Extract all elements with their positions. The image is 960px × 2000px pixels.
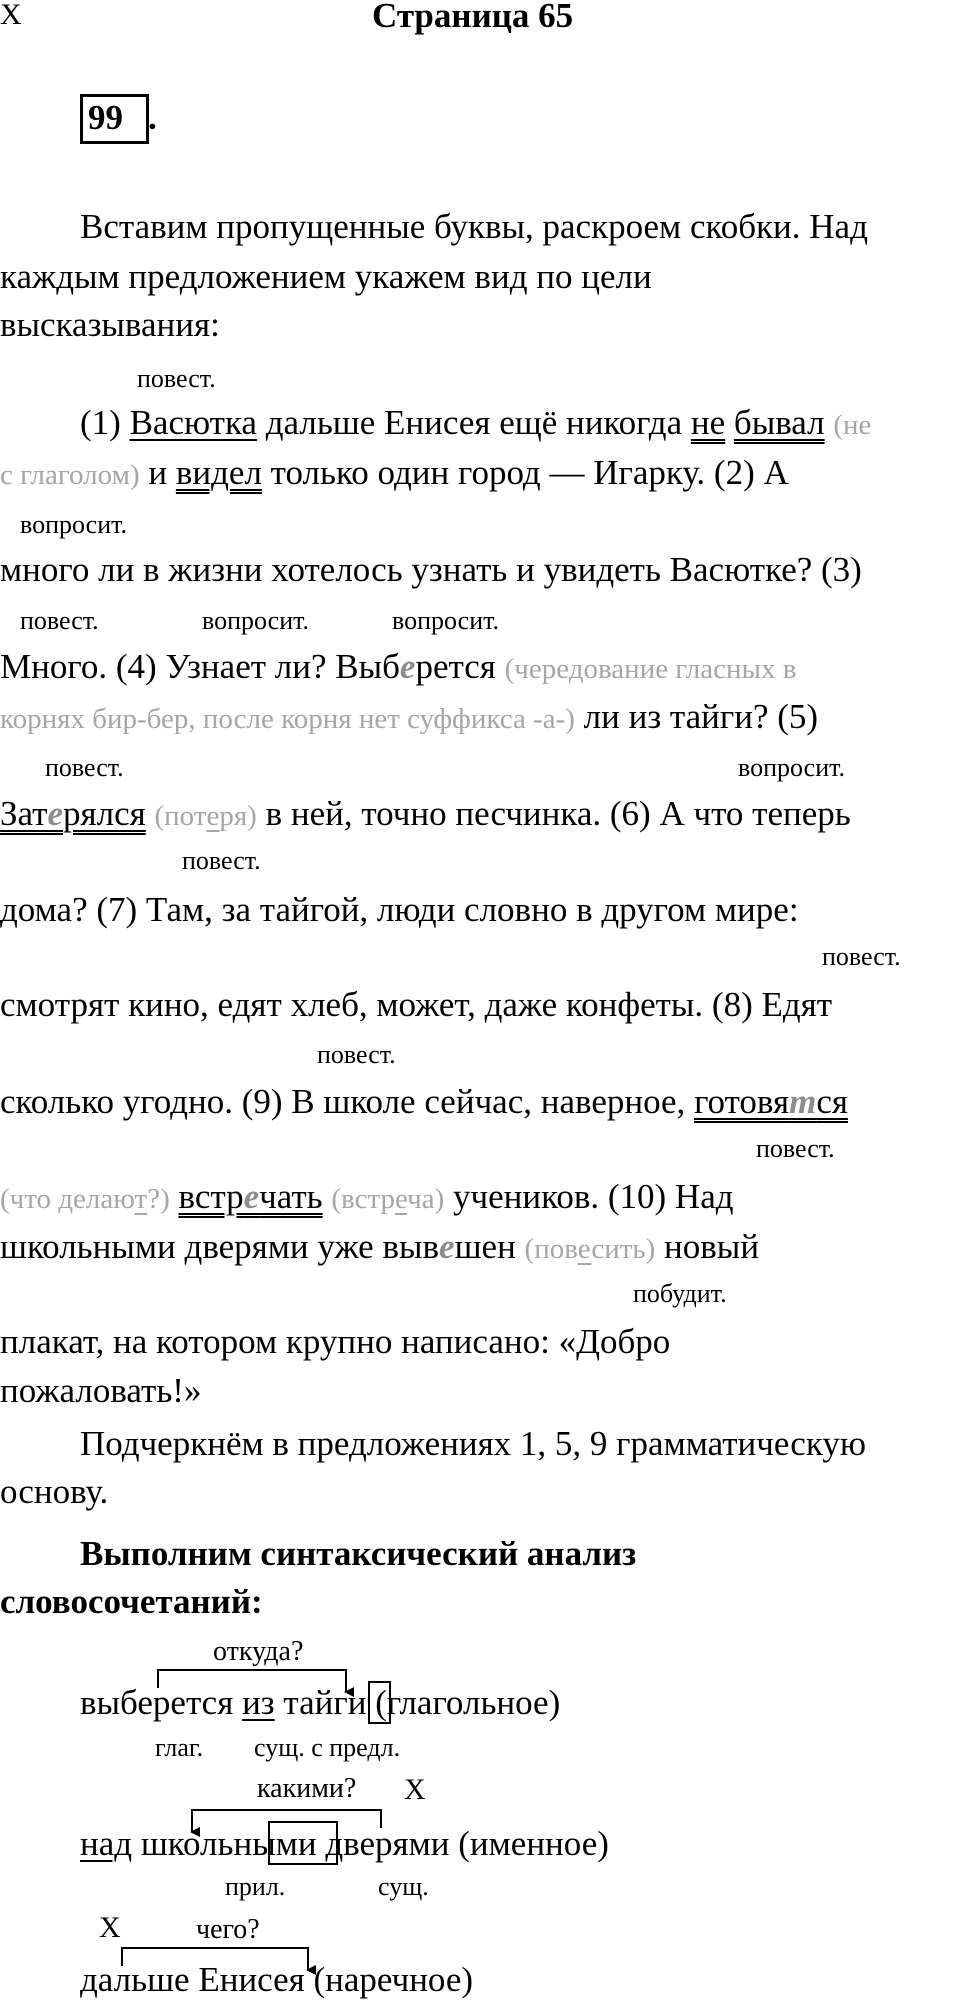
text-fragment: сколько угодно. (9) В школе сейчас, наверное, — [0, 1082, 686, 1121]
sentence-number: (1) — [80, 403, 121, 442]
part-of-speech-label: сущ. с предл. — [254, 1733, 401, 1762]
phrase-type: (глагольное) — [375, 1683, 561, 1722]
intro-line-1: Вставим пропущенные буквы, раскроем скобки. Над — [80, 207, 868, 246]
exercise-number: 99 — [88, 98, 123, 137]
label-voprosit: вопросит. — [20, 510, 128, 539]
question-label: откуда? — [213, 1636, 304, 1667]
grey-note: (что делают?) — [0, 1183, 170, 1215]
text-fragment: ли из тайги? (5) — [583, 697, 819, 736]
label-povest: повест. — [756, 1134, 835, 1163]
inserted-letter: е — [47, 794, 64, 833]
part-of-speech-label: сущ. — [378, 1872, 429, 1901]
inserted-letter: е — [399, 647, 416, 686]
ending: и — [347, 1683, 367, 1722]
phrase-type: (наречное) — [313, 1960, 474, 1999]
grey-note: с глаголом) — [0, 459, 140, 491]
predicate-double-underlined: встречать — [178, 1177, 323, 1216]
exercise-number-dot: . — [148, 98, 157, 137]
text-line-8: смотрят кино, едят хлеб, может, даже конфеты. (8) Едят — [0, 985, 833, 1024]
task2-line-2: основу. — [0, 1472, 109, 1511]
label-voprosit: вопросит. — [392, 606, 500, 635]
predicate-double-underlined: не — [690, 403, 726, 442]
part-of-speech-label: глаг. — [155, 1733, 204, 1762]
text-fragment: и — [148, 453, 168, 492]
inserted-letter: е — [243, 1177, 260, 1216]
grey-note: (повесить) — [524, 1233, 656, 1265]
text-fragment: Много. (4) Узнает ли? Выб — [0, 647, 400, 686]
label-povest: повест. — [317, 1040, 396, 1069]
label-povest: повест. — [182, 846, 261, 875]
preposition-underlined: над — [80, 1824, 133, 1863]
subject-underlined: Васютка — [129, 403, 257, 442]
label-voprosit: вопросит. — [202, 606, 310, 635]
dependent-word: школьными — [140, 1824, 317, 1863]
text-line-11: школьными дверями уже вывешен (повесить) новый — [0, 1227, 760, 1266]
inserted-letter: т — [789, 1082, 817, 1121]
dependent-word: Енисея — [198, 1960, 305, 1999]
text-line-12: плакат, на котором крупно написано: «Добро — [0, 1322, 671, 1361]
grey-note: (встреча) — [331, 1183, 445, 1215]
question-label: чего? — [196, 1914, 260, 1945]
question-label: какими? — [257, 1773, 357, 1804]
grey-note: (не — [833, 409, 872, 441]
task2-line-1: Подчеркнём в предложениях 1, 5, 9 грамматическую — [80, 1424, 866, 1463]
text-fragment: новый — [664, 1227, 760, 1266]
preposition-underlined: из — [242, 1683, 275, 1722]
dependent-word: тайги — [283, 1683, 367, 1722]
predicate-double-underlined: бывал — [733, 403, 825, 442]
arrow-3 — [122, 1948, 308, 1970]
predicate-double-underlined: Затерялся — [0, 794, 146, 833]
text-fragment: рется — [415, 647, 496, 686]
x-mark: X — [404, 1773, 426, 1806]
intro-line-2: каждым предложением укажем вид по цели — [0, 257, 652, 296]
arrow-1 — [158, 1670, 346, 1692]
text-fragment: только один город — Игарку. (2) А — [270, 453, 789, 492]
predicate-double-underlined: видел — [175, 453, 262, 492]
grey-note: (потеря) — [154, 800, 257, 832]
intro-line-3: высказывания: — [0, 305, 220, 344]
label-povest: повест. — [822, 942, 901, 971]
text-fragment: учеников. (10) Над — [453, 1177, 734, 1216]
main-word: выберется — [80, 1683, 234, 1722]
inserted-letter: е — [439, 1227, 455, 1266]
main-word: дальше — [80, 1960, 190, 1999]
part-of-speech-label: прил. — [225, 1872, 286, 1901]
text-line-13: пожаловать!» — [0, 1371, 202, 1410]
label-povest: повест. — [20, 606, 99, 635]
page-title: Страница 65 — [372, 0, 574, 35]
analysis-heading-1: Выполним синтаксический анализ — [80, 1534, 637, 1573]
predicate-double-underlined: готовятся — [694, 1082, 848, 1121]
x-mark: X — [99, 1911, 121, 1944]
text-line-3: много ли в жизни хотелось узнать и увидеть Васютке? (3) — [0, 550, 862, 589]
main-word: дверями — [325, 1824, 450, 1863]
label-povest: повест. — [137, 364, 216, 393]
label-pobudit: побудит. — [633, 1279, 727, 1308]
x-mark: X — [0, 0, 22, 31]
ending: ыми — [252, 1824, 317, 1863]
phrase-type: (именное) — [458, 1824, 609, 1863]
grey-note: (чередование гласных в — [504, 653, 797, 685]
text-line-7: дома? (7) Там, за тайгой, люди словно в другом мире: — [0, 890, 799, 929]
arrow-2 — [192, 1810, 381, 1832]
grey-note: корнях бир-бер, после корня нет суффикса -а-) — [0, 703, 575, 735]
label-povest: повест. — [45, 753, 124, 782]
text-fragment: в ней, точно песчинка. (6) А что теперь — [265, 794, 851, 833]
text-fragment: дальше Енисея ещё никогда — [265, 403, 683, 442]
label-voprosit: вопросит. — [738, 753, 846, 782]
analysis-heading-2: словосочетаний: — [0, 1582, 263, 1621]
